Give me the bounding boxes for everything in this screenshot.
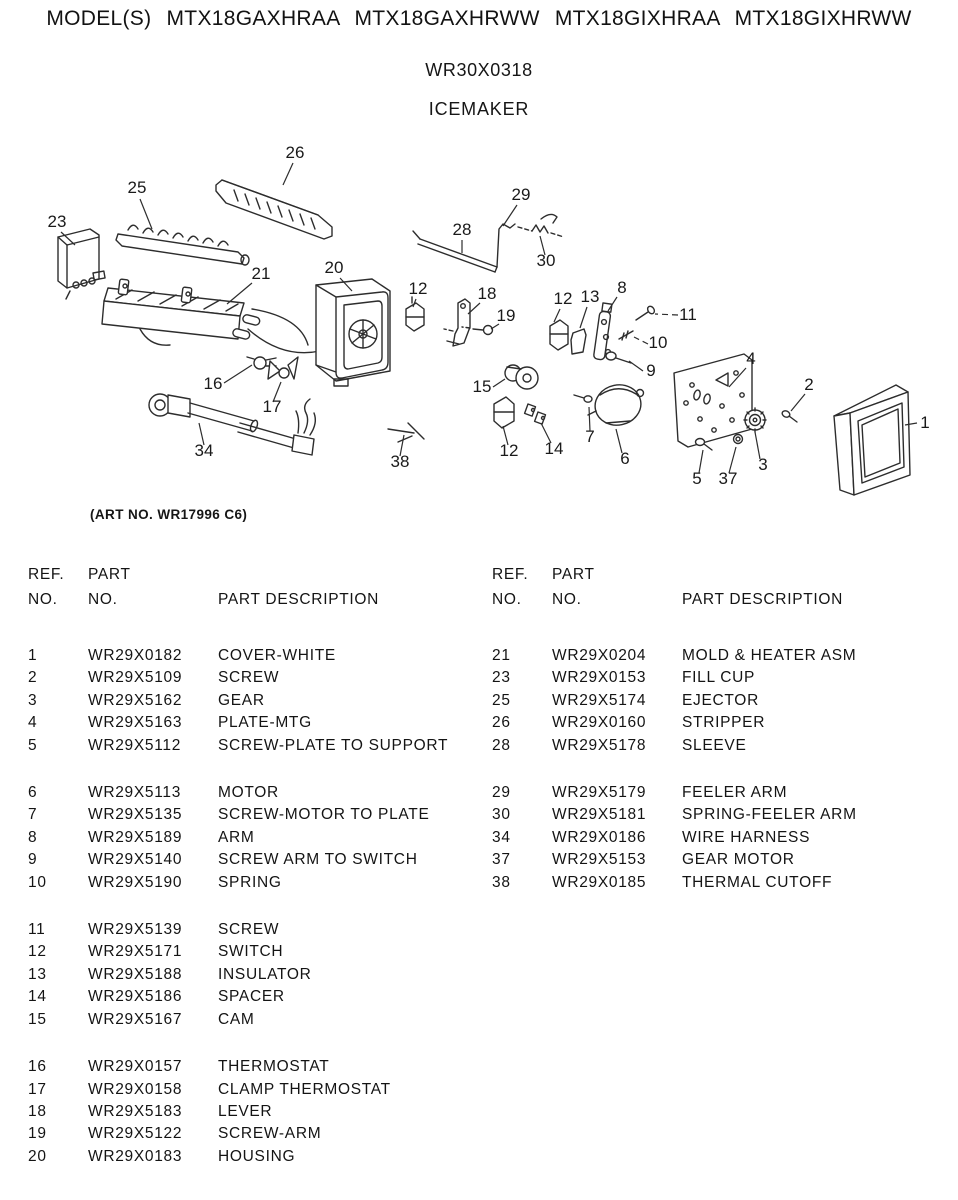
callout-leader-15 bbox=[493, 379, 505, 387]
part-switch-c bbox=[494, 397, 514, 428]
part-ref-no: 11 bbox=[28, 921, 46, 939]
part-cover bbox=[834, 385, 910, 495]
part-ref-no: 28 bbox=[492, 736, 511, 754]
part-housing bbox=[316, 279, 390, 386]
part-number: WR29X5135 bbox=[88, 806, 183, 824]
part-ref-no: 37 bbox=[492, 851, 511, 869]
part-ref-no: 19 bbox=[28, 1125, 47, 1143]
callout-38: 38 bbox=[390, 452, 410, 471]
part-ref-no: 13 bbox=[28, 965, 47, 983]
part-fill-cup bbox=[58, 229, 105, 299]
parts-group bbox=[28, 1056, 484, 1168]
part-number: WR29X0182 bbox=[88, 647, 183, 664]
part-number: WR29X5163 bbox=[88, 714, 183, 732]
parts-group bbox=[492, 782, 948, 894]
part-number: WR29X5153 bbox=[552, 851, 647, 869]
part-number: WR29X5171 bbox=[88, 943, 183, 961]
part-description: GEAR MOTOR bbox=[682, 851, 795, 869]
part-row bbox=[28, 690, 484, 712]
part-description: SLEEVE bbox=[682, 736, 747, 754]
header-ref-line1: REF. bbox=[492, 566, 529, 583]
part-row bbox=[492, 827, 948, 849]
table-header-right bbox=[492, 562, 948, 612]
exploded-parts-diagram bbox=[0, 133, 958, 505]
callout-11: 11 bbox=[679, 305, 697, 324]
part-ref-no: 16 bbox=[28, 1058, 47, 1076]
callout-6: 6 bbox=[620, 449, 630, 468]
part-number: WR29X5109 bbox=[88, 669, 183, 687]
callout-5: 5 bbox=[692, 469, 702, 488]
part-number: WR29X5181 bbox=[552, 806, 647, 824]
header-part-line2: NO. bbox=[88, 591, 118, 608]
part-cam bbox=[505, 365, 538, 389]
part-description: THERMOSTAT bbox=[218, 1058, 330, 1076]
callout-12: 12 bbox=[553, 289, 573, 308]
part-row bbox=[492, 872, 948, 894]
part-ref-no: 8 bbox=[28, 828, 38, 846]
part-ref-no: 21 bbox=[492, 647, 511, 664]
part-row bbox=[492, 804, 948, 826]
part-description: SPACER bbox=[218, 988, 285, 1006]
part-row bbox=[28, 849, 484, 871]
part-number: WR29X0157 bbox=[88, 1058, 183, 1076]
parts-group bbox=[28, 645, 484, 757]
part-row bbox=[28, 872, 484, 894]
callout-26: 26 bbox=[285, 143, 305, 162]
part-description: THERMAL CUTOFF bbox=[682, 873, 833, 891]
callout-leader-26 bbox=[283, 163, 293, 185]
part-number: WR29X5140 bbox=[88, 851, 183, 869]
callout-leader-29 bbox=[503, 205, 517, 226]
callout-9: 9 bbox=[646, 361, 656, 380]
part-number: WR29X5186 bbox=[88, 988, 183, 1006]
callout-leader-13 bbox=[580, 307, 587, 328]
part-row bbox=[492, 690, 948, 712]
part-number: WR29X5139 bbox=[88, 921, 183, 939]
part-number: WR29X5112 bbox=[88, 736, 182, 754]
part-gear-motor bbox=[734, 435, 743, 444]
part-row bbox=[492, 712, 948, 734]
header-part-line2: NO. bbox=[552, 591, 582, 608]
part-number: WR29X5178 bbox=[552, 736, 647, 754]
part-row bbox=[28, 941, 484, 963]
callout-28: 28 bbox=[452, 220, 472, 239]
parts-group bbox=[28, 782, 484, 894]
part-ref-no: 18 bbox=[28, 1102, 47, 1120]
part-row bbox=[28, 1056, 484, 1078]
part-ref-no: 2 bbox=[28, 669, 38, 687]
part-number: WR29X5179 bbox=[552, 784, 647, 802]
part-ref-no: 14 bbox=[28, 988, 47, 1006]
callout-20: 20 bbox=[324, 258, 344, 277]
part-row bbox=[28, 1146, 484, 1168]
callout-23: 23 bbox=[47, 212, 67, 231]
callout-leader-9 bbox=[629, 361, 643, 371]
part-mold-heater bbox=[102, 279, 320, 353]
header-part-line1: PART bbox=[88, 566, 131, 583]
part-description: FEELER ARM bbox=[682, 784, 788, 802]
part-screw-7 bbox=[574, 395, 592, 402]
callout-19: 19 bbox=[496, 306, 516, 325]
part-description: FILL CUP bbox=[682, 669, 756, 687]
callout-18: 18 bbox=[477, 284, 497, 303]
part-row bbox=[492, 782, 948, 804]
part-ref-no: 7 bbox=[28, 806, 38, 824]
callout-16: 16 bbox=[203, 374, 223, 393]
callout-leader-2 bbox=[791, 394, 805, 411]
parts-rows-right bbox=[492, 645, 948, 894]
part-spacer bbox=[525, 404, 546, 424]
part-ref-no: 23 bbox=[492, 669, 511, 687]
part-description: SCREW bbox=[218, 669, 280, 687]
table-header-left bbox=[28, 562, 484, 612]
part-row bbox=[28, 782, 484, 804]
callout-37: 37 bbox=[718, 469, 738, 488]
part-ref-no: 1 bbox=[28, 647, 38, 664]
part-ref-no: 26 bbox=[492, 714, 511, 732]
part-ref-no: 38 bbox=[492, 873, 511, 891]
part-description: COVER-WHITE bbox=[218, 647, 336, 664]
part-number: WR29X0160 bbox=[552, 714, 647, 732]
part-number: WR29X5188 bbox=[88, 965, 183, 983]
part-arm bbox=[593, 303, 612, 360]
assembly-number: WR30X0318 bbox=[425, 60, 533, 80]
header-ref-line1: REF. bbox=[28, 566, 65, 583]
part-number: WR29X0158 bbox=[88, 1080, 183, 1098]
header-description: PART DESCRIPTION bbox=[682, 591, 844, 608]
part-number: WR29X0186 bbox=[552, 828, 647, 846]
part-number: WR29X5162 bbox=[88, 691, 183, 709]
part-description: SCREW-MOTOR TO PLATE bbox=[218, 806, 430, 824]
part-row bbox=[28, 1079, 484, 1101]
part-description: SCREW bbox=[218, 921, 280, 939]
part-wire-harness bbox=[149, 394, 315, 455]
part-row bbox=[28, 712, 484, 734]
part-description: MOTOR bbox=[218, 784, 279, 802]
part-ref-no: 9 bbox=[28, 851, 38, 869]
part-row bbox=[28, 735, 484, 757]
part-row bbox=[28, 1009, 484, 1031]
part-description: SWITCH bbox=[218, 943, 284, 961]
parts-table-right bbox=[492, 562, 948, 919]
parts-rows-left bbox=[28, 645, 484, 1168]
callout-7: 7 bbox=[585, 427, 595, 446]
callout-leader-16 bbox=[224, 365, 252, 383]
callout-12: 12 bbox=[408, 279, 428, 298]
part-row bbox=[28, 1123, 484, 1145]
header-ref-line2: NO. bbox=[492, 591, 522, 608]
callout-leader-11 bbox=[655, 314, 678, 315]
callout-leader-25 bbox=[140, 199, 152, 229]
part-row bbox=[28, 919, 484, 941]
header-description: PART DESCRIPTION bbox=[218, 591, 380, 608]
part-ref-no: 12 bbox=[28, 943, 47, 961]
callout-8: 8 bbox=[617, 278, 627, 297]
part-spring-feeler bbox=[532, 225, 564, 237]
part-lever bbox=[444, 299, 470, 346]
part-row bbox=[492, 667, 948, 689]
part-row bbox=[28, 804, 484, 826]
part-number: WR29X0153 bbox=[552, 669, 647, 687]
part-row bbox=[28, 645, 484, 667]
part-description: LEVER bbox=[218, 1102, 273, 1120]
part-ref-no: 10 bbox=[28, 873, 47, 891]
header-part-line1: PART bbox=[552, 566, 595, 583]
part-description: ARM bbox=[218, 828, 255, 846]
part-row bbox=[28, 1101, 484, 1123]
header-ref-line2: NO. bbox=[28, 591, 58, 608]
part-ref-no: 25 bbox=[492, 691, 511, 709]
part-description: GEAR bbox=[218, 691, 265, 709]
part-screw-2 bbox=[781, 410, 797, 422]
part-switch-b bbox=[550, 320, 568, 350]
callout-15: 15 bbox=[472, 377, 492, 396]
part-stripper bbox=[216, 180, 332, 239]
callout-14: 14 bbox=[544, 439, 564, 458]
callout-leader-21 bbox=[227, 283, 252, 304]
callout-30: 30 bbox=[536, 251, 556, 270]
part-ref-no: 3 bbox=[28, 691, 38, 709]
part-ref-no: 5 bbox=[28, 736, 38, 754]
art-number-note: (ART NO. WR17996 C6) bbox=[90, 507, 248, 522]
part-number: WR29X0204 bbox=[552, 647, 647, 664]
callout-25: 25 bbox=[127, 178, 147, 197]
part-number: WR29X5122 bbox=[88, 1125, 183, 1143]
part-description: INSULATOR bbox=[218, 965, 312, 983]
part-row bbox=[28, 827, 484, 849]
part-ref-no: 15 bbox=[28, 1010, 47, 1028]
callout-13: 13 bbox=[580, 287, 600, 306]
callout-12: 12 bbox=[499, 441, 519, 460]
part-thermal-cutoff bbox=[388, 423, 424, 442]
callout-10: 10 bbox=[648, 333, 668, 352]
part-description: CAM bbox=[218, 1010, 255, 1028]
part-row bbox=[492, 735, 948, 757]
part-description: SCREW-PLATE TO SUPPORT bbox=[218, 736, 449, 754]
part-ejector bbox=[116, 225, 249, 265]
part-ref-no: 30 bbox=[492, 806, 511, 824]
part-insulator bbox=[571, 329, 586, 354]
part-number: WR29X0185 bbox=[552, 873, 647, 891]
callout-leader-10 bbox=[634, 337, 648, 344]
part-description: WIRE HARNESS bbox=[682, 828, 811, 846]
part-screw-9 bbox=[606, 352, 631, 363]
part-description: SPRING bbox=[218, 873, 282, 891]
part-description: SPRING-FEELER ARM bbox=[682, 806, 857, 824]
part-row bbox=[492, 645, 948, 667]
part-ref-no: 34 bbox=[492, 828, 511, 846]
part-ref-no: 4 bbox=[28, 714, 38, 732]
part-ref-no: 29 bbox=[492, 784, 511, 802]
part-ref-no: 17 bbox=[28, 1080, 47, 1098]
part-number: WR29X5183 bbox=[88, 1102, 183, 1120]
part-ref-no: 20 bbox=[28, 1147, 47, 1165]
part-row bbox=[28, 964, 484, 986]
parts-table-left bbox=[28, 562, 484, 1193]
part-number: WR29X0183 bbox=[88, 1147, 183, 1165]
part-description: EJECTOR bbox=[682, 691, 759, 709]
part-row bbox=[28, 986, 484, 1008]
models-line: MODEL(S) MTX18GAXHRAA MTX18GAXHRWW MTX18GIXHRAA MTX18GIXHRWW bbox=[46, 7, 912, 30]
part-spring-10 bbox=[619, 331, 633, 340]
callout-3: 3 bbox=[758, 455, 768, 474]
part-number: WR29X5113 bbox=[88, 784, 182, 802]
part-ref-no: 6 bbox=[28, 784, 38, 802]
part-gear bbox=[744, 408, 766, 432]
callout-4: 4 bbox=[746, 349, 756, 368]
callout-29: 29 bbox=[511, 185, 531, 204]
part-description: MOLD & HEATER ASM bbox=[682, 647, 857, 664]
part-clamp-thermostat bbox=[268, 357, 298, 379]
part-screw-11 bbox=[636, 305, 656, 320]
callout-17: 17 bbox=[262, 397, 282, 416]
part-row bbox=[492, 849, 948, 871]
part-description: STRIPPER bbox=[682, 714, 766, 732]
part-motor bbox=[588, 381, 645, 430]
part-number: WR29X5190 bbox=[88, 873, 183, 891]
part-number: WR29X5189 bbox=[88, 828, 183, 846]
assembly-title: ICEMAKER bbox=[428, 99, 530, 119]
part-description: CLAMP THERMOSTAT bbox=[218, 1080, 391, 1098]
callout-34: 34 bbox=[194, 441, 214, 460]
part-description: PLATE-MTG bbox=[218, 714, 312, 732]
callout-1: 1 bbox=[920, 413, 930, 432]
part-number: WR29X5174 bbox=[552, 691, 647, 709]
parts-group bbox=[28, 919, 484, 1031]
part-plate-mtg bbox=[674, 354, 752, 447]
part-number: WR29X5167 bbox=[88, 1010, 183, 1028]
callout-21: 21 bbox=[251, 264, 271, 283]
part-description: SCREW ARM TO SWITCH bbox=[218, 851, 418, 869]
part-description: HOUSING bbox=[218, 1147, 296, 1165]
part-row bbox=[28, 667, 484, 689]
parts-group bbox=[492, 645, 948, 757]
callout-2: 2 bbox=[804, 375, 814, 394]
part-description: SCREW-ARM bbox=[218, 1125, 322, 1143]
